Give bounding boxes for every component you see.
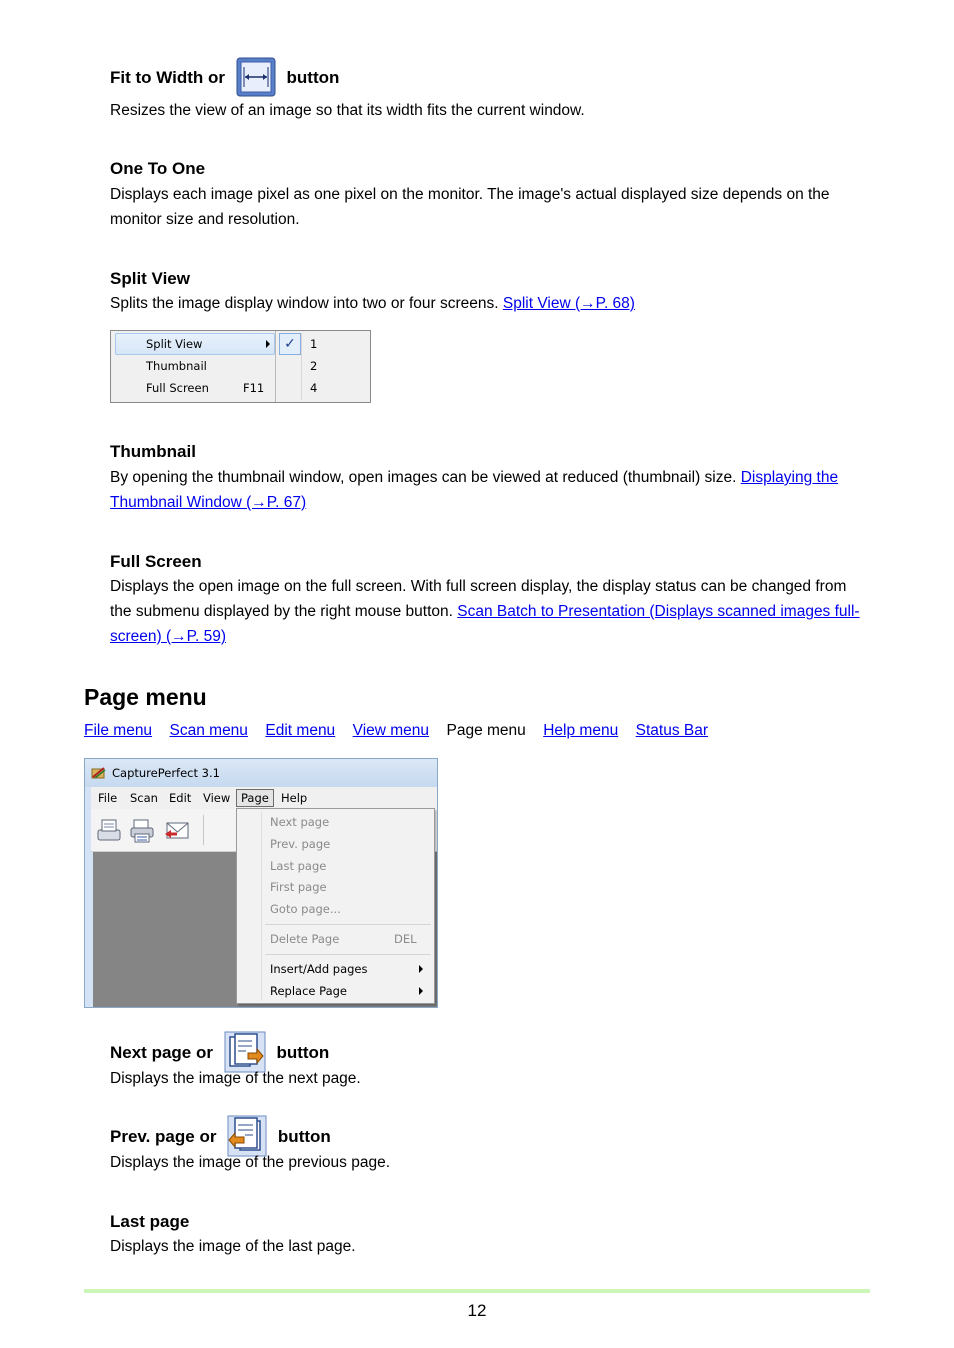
menubar-view[interactable]: View (203, 791, 231, 805)
check-icon: ✓ (279, 333, 301, 355)
menu-delete-page[interactable]: Delete Page DEL (270, 932, 417, 946)
menu-item-thumbnail[interactable]: Thumbnail (146, 359, 207, 373)
toolbar-separator (203, 815, 204, 845)
split-option-4[interactable]: 4 (310, 381, 318, 395)
menu-next-page[interactable]: Next page (270, 815, 330, 829)
split-view-text: Splits the image display window into two or four screens. Split View (→P. 68) (110, 295, 635, 312)
prev-page-text: Displays the image of the previous page. (110, 1154, 391, 1171)
thumbnail-heading: Thumbnail (110, 442, 196, 461)
one-to-one-text: Displays each image pixel as one pixel on the monitor. The image's actual displayed size depends on the monitor size and resolution. (110, 186, 830, 228)
fit-to-width-text: Resizes the view of an image so that its width fits the current window. (110, 102, 585, 119)
one-to-one-heading: One To One (110, 159, 206, 178)
next-page-heading: Next page or button (110, 1025, 329, 1069)
menubar-help[interactable]: Help (281, 791, 308, 805)
next-page-text: Displays the image of the next page. (110, 1070, 361, 1087)
replace-submenu-arrow-icon (419, 987, 423, 995)
menu-goto-page[interactable]: Goto page... (270, 902, 341, 916)
fit-width-icon (236, 57, 276, 97)
nav-view-menu[interactable]: View menu (352, 722, 430, 739)
menu-insert-add-pages[interactable]: Insert/Add pages (270, 962, 368, 976)
split-view-link[interactable]: Split View (→P. 68) (502, 295, 635, 312)
mail-toolbar-icon[interactable] (163, 818, 191, 847)
menu-prev-page[interactable]: Prev. page (270, 837, 331, 851)
thumbnail-link[interactable]: Displaying the Thumbnail Window (→P. 67) (110, 469, 839, 511)
fit-to-width-heading: Fit to Width or button (110, 56, 339, 100)
captureperfect-window-screenshot (84, 758, 438, 1008)
last-page-text: Displays the image of the last page. (110, 1238, 356, 1255)
nav-edit-menu[interactable]: Edit menu (265, 722, 336, 739)
page-number: 12 (467, 1301, 487, 1320)
footer-rule (84, 1289, 870, 1293)
split-view-heading: Split View (110, 269, 190, 288)
split-option-1[interactable]: 1 (310, 337, 318, 351)
submenu-arrow-icon (266, 340, 270, 348)
full-screen-link[interactable]: Scan Batch to Presentation (Displays scanned images full-screen) (→P. 59) (110, 603, 860, 645)
nav-scan-menu[interactable]: Scan menu (169, 722, 248, 739)
prev-page-heading: Prev. page or button (110, 1109, 331, 1153)
menubar-file[interactable]: File (98, 791, 118, 805)
thumbnail-text: By opening the thumbnail window, open images can be viewed at reduced (thumbnail) size. Displaying the Thumbnail Window (→P. 67) (110, 469, 839, 511)
page-dropdown-menu (236, 808, 435, 1004)
insert-submenu-arrow-icon (419, 965, 423, 973)
menu-replace-page[interactable]: Replace Page (270, 984, 347, 998)
menu-item-full-screen[interactable]: Full Screen F11 (146, 381, 265, 395)
menu-last-page[interactable]: Last page (270, 859, 327, 873)
print-toolbar-icon[interactable] (129, 818, 155, 847)
scan-toolbar-icon[interactable] (95, 818, 123, 847)
nav-help-menu[interactable]: Help menu (543, 722, 619, 739)
split-option-2[interactable]: 2 (310, 359, 318, 373)
page-menu-heading: Page menu (84, 684, 207, 710)
menu-first-page[interactable]: First page (270, 880, 327, 894)
window-menubar (91, 787, 437, 809)
menubar-edit[interactable]: Edit (169, 791, 192, 805)
view-submenu-screenshot (110, 330, 371, 403)
full-screen-text: Displays the open image on the full screen. With full screen display, the display status can be changed from the submenu displayed by the right mouse button. Scan Batch to Presentation (Displays scanned images full-screen) (→P. 59) (110, 578, 860, 645)
menubar-page[interactable]: Page (236, 789, 274, 807)
full-screen-heading: Full Screen (110, 552, 202, 571)
nav-status-bar[interactable]: Status Bar (635, 722, 709, 739)
app-logo-icon (91, 766, 106, 780)
last-page-heading: Last page (110, 1212, 190, 1231)
menu-nav (84, 722, 721, 740)
window-title: CapturePerfect 3.1 (112, 766, 220, 780)
window-titlebar (85, 759, 437, 787)
nav-page-menu-current: Page menu (446, 722, 526, 739)
menu-item-split-view[interactable]: Split View (115, 333, 275, 355)
nav-file-menu[interactable]: File menu (84, 722, 153, 739)
menubar-scan[interactable]: Scan (130, 791, 158, 805)
